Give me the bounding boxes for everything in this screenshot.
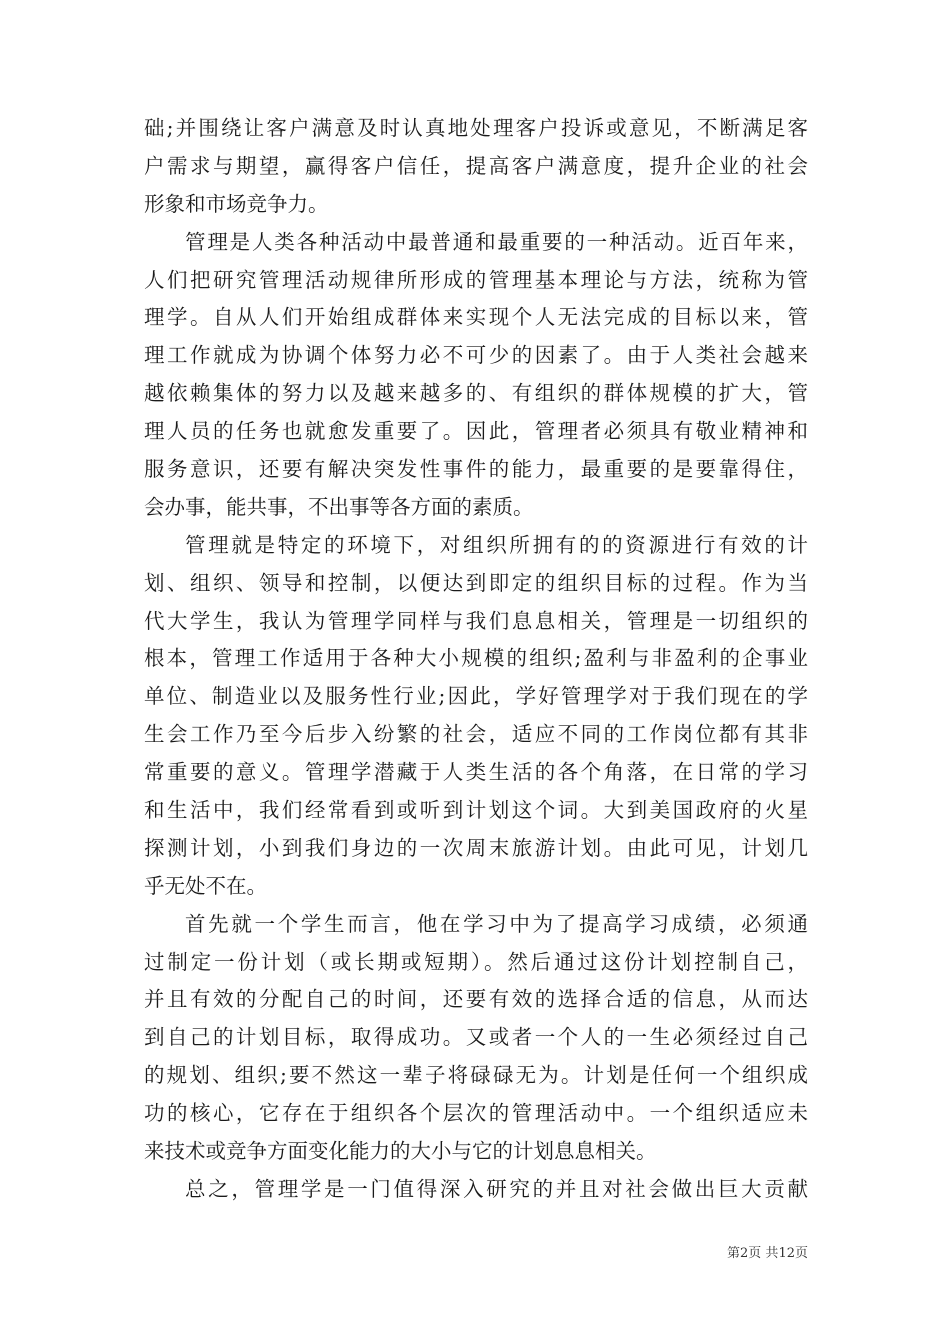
- text-line: 常重要的意义。管理学潜藏于人类生活的各个角落，在日常的学习: [144, 760, 808, 785]
- text-line: 到自己的计划目标，取得成功。又或者一个人的一生必须经过自己: [144, 1025, 808, 1050]
- text-line: 理工作就成为协调个体努力必不可少的因素了。由于人类社会越来: [144, 343, 808, 368]
- paragraph-3: [144, 527, 808, 906]
- text-line: 探测计划，小到我们身边的一次周末旅游计划。由此可见，计划几: [144, 835, 808, 860]
- document-body: [144, 110, 808, 1209]
- text-line: 管理就是特定的环境下，对组织所拥有的的资源进行有效的计: [185, 532, 808, 557]
- text-line: 单位、制造业以及服务性行业;因此，学好管理学对于我们现在的学: [144, 684, 808, 709]
- text-line: 总之，管理学是一门值得深入研究的并且对社会做出巨大贡献: [185, 1176, 808, 1201]
- text-line: 会办事，能共事，不出事等各方面的素质。: [144, 494, 534, 519]
- footer-current-page: 2: [740, 1246, 749, 1261]
- footer-suffix: 页: [794, 1246, 808, 1261]
- text-line: 生会工作乃至今后步入纷繁的社会，适应不同的工作岗位都有其非: [144, 722, 808, 747]
- footer-prefix: 第: [727, 1246, 741, 1261]
- text-line: 乎无处不在。: [144, 873, 267, 898]
- footer-middle: 页 共: [748, 1246, 779, 1261]
- text-line: 功的核心，它存在于组织各个层次的管理活动中。一个组织适应未: [144, 1101, 808, 1126]
- text-line: 过制定一份计划（或长期或短期）。然后通过这份计划控制自己，: [144, 949, 808, 974]
- text-line: 管理是人类各种活动中最普通和最重要的一种活动。近百年来，: [185, 229, 808, 254]
- paragraph-2: [144, 224, 808, 527]
- footer-total-pages: 12: [778, 1246, 795, 1261]
- text-line: 户需求与期望，赢得客户信任，提高客户满意度，提升企业的社会: [144, 153, 808, 178]
- text-line: 首先就一个学生而言，他在学习中为了提高学习成绩，必须通: [185, 911, 808, 936]
- text-line: 础;并围绕让客户满意及时认真地处理客户投诉或意见，不断满足客: [144, 116, 808, 140]
- text-line: 的规划、组织;要不然这一辈子将碌碌无为。计划是任何一个组织成: [144, 1063, 808, 1088]
- text-line: 理学。自从人们开始组成群体来实现个人无法完成的目标以来，管: [144, 305, 808, 330]
- text-line: 和生活中，我们经常看到或听到计划这个词。大到美国政府的火星: [144, 798, 808, 823]
- text-line: 服务意识，还要有解决突发性事件的能力，最重要的是要靠得住，: [144, 457, 808, 482]
- text-line: 根本，管理工作适用于各种大小规模的组织;盈利与非盈利的企事业: [144, 646, 808, 671]
- text-line: 越依赖集体的努力以及越来越多的、有组织的群体规模的扩大，管: [144, 381, 808, 406]
- text-line: 理人员的任务也就愈发重要了。因此，管理者必须具有敬业精神和: [144, 419, 808, 444]
- text-line: 人们把研究管理活动规律所形成的管理基本理论与方法，统称为管: [144, 267, 808, 292]
- text-line: 并且有效的分配自己的时间，还要有效的选择合适的信息，从而达: [144, 987, 808, 1012]
- paragraph-4: [144, 906, 808, 1171]
- text-line: 来技术或竞争方面变化能力的大小与它的计划息息相关。: [144, 1139, 657, 1164]
- paragraph-5: [144, 1171, 808, 1209]
- text-line: 划、组织、领导和控制，以便达到即定的组织目标的过程。作为当: [144, 570, 808, 595]
- page-number-footer: [690, 1244, 808, 1264]
- text-line: 形象和市场竞争力。: [144, 191, 329, 216]
- paragraph-1: [144, 110, 808, 224]
- text-line: 代大学生，我认为管理学同样与我们息息相关，管理是一切组织的: [144, 608, 808, 633]
